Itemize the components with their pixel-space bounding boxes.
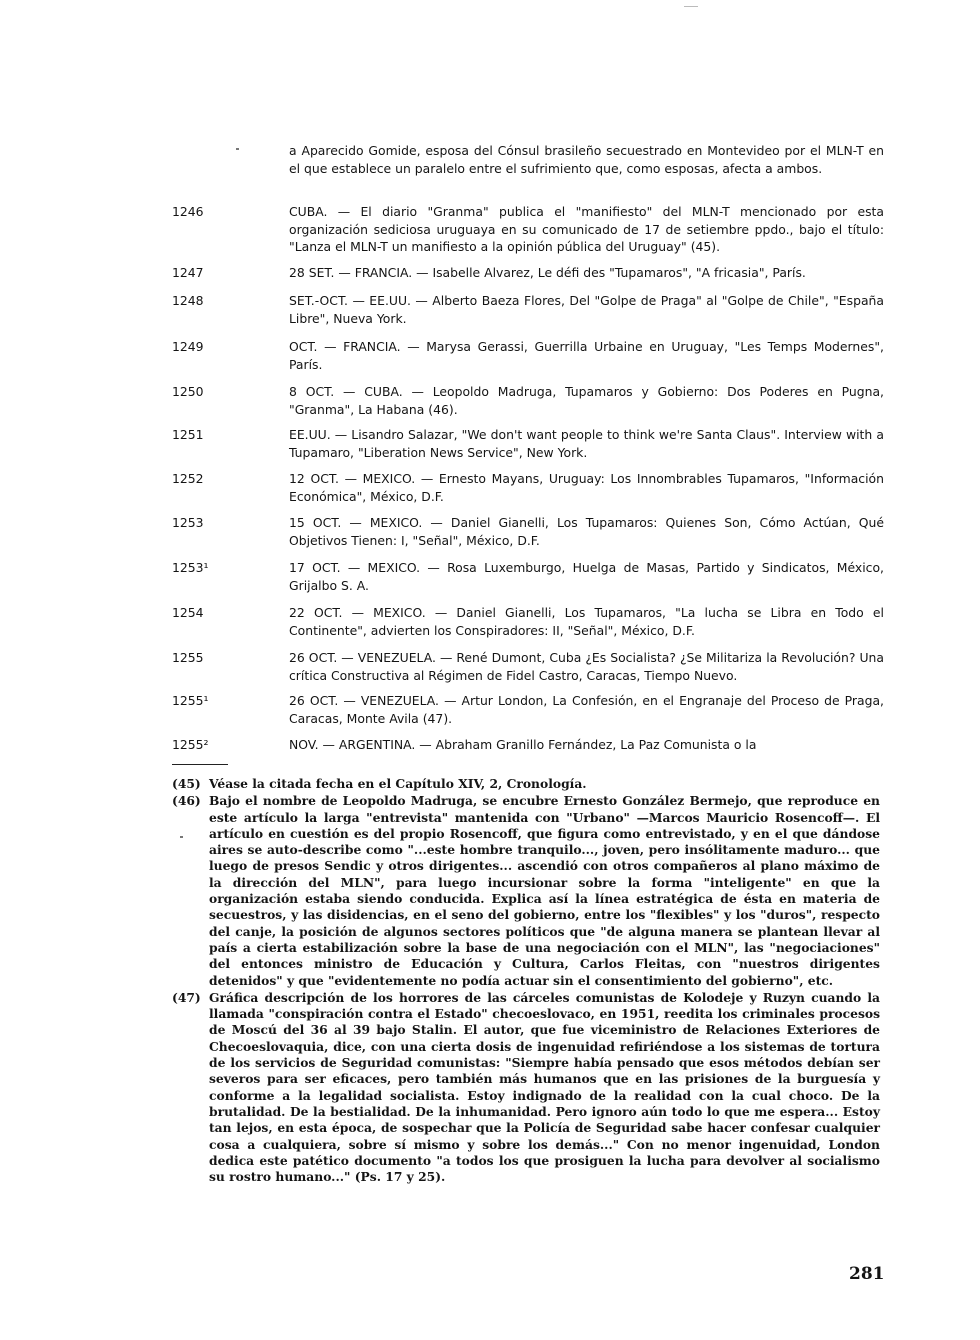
entry-text: 12 OCT. — MEXICO. — Ernesto Mayans, Uruguay: Los Innombrables Tupamaros, "Información Económica", México, D.F.: [289, 471, 884, 504]
entry-number: 1247: [172, 265, 204, 280]
entry-number: 1253¹: [172, 560, 209, 575]
footnotes: [172, 776, 880, 1186]
entry-number: 1250: [172, 384, 204, 399]
scan-speck: [684, 6, 698, 7]
entry-text: SET.-OCT. — EE.UU. — Alberto Baeza Flores, Del "Golpe de Praga" al "Golpe de Chile", "España Libre", Nueva York.: [289, 293, 884, 326]
chronology-entry: [172, 559, 884, 594]
chronology-entry: [172, 649, 884, 684]
footnote: [172, 776, 880, 792]
entry-number: 1251: [172, 427, 204, 442]
entry-number: 1252: [172, 471, 204, 486]
entry-number: 1249: [172, 339, 204, 354]
entry-number: 1246: [172, 204, 204, 219]
chronology-entry: [172, 736, 884, 754]
scan-speck: [236, 148, 239, 150]
footnote: [172, 990, 880, 1186]
entry-number: 1255: [172, 650, 204, 665]
page-number: 281: [849, 1264, 885, 1284]
footnote-number: (47): [172, 989, 201, 1005]
chronology-entry: [172, 383, 884, 418]
chronology-entry: [172, 338, 884, 373]
chronology-entry: [172, 203, 884, 256]
footnote-text: Bajo el nombre de Leopoldo Madruga, se encubre Ernesto González Bermejo, que reproduce en este artículo la larga "entrevista" mantenida con "Urbano" —Marcos Mauricio Rosencoff—. El artículo en cuestión es del propio Rosencoff, que figura como entrevistado, y en el que dándose aires se auto-describe como "...este hombre tranquilo..., joven, pero insólitamente maduro... que luego de presos Sendic y otros dirigentes... ascendió con otros compañeros al plano máximo de la dirección del MLN", para luego incursionar sobre la forma "inteligente" en que la organización estaba siendo conducida. Explica así la línea estratégica de ésta en materia de secuestros, y las disidencias, en el seno del gobierno, entre los "flexibles" y los "duros", respecto del canje, la posición de algunos sectores políticos que "de alguna manera se plantean llevar al país a cierta estabilización sobre la base de una negociación con el MLN", las "negociaciones" del entonces ministro de Educación y Cultura, Carlos Fleitas, con "nuestros dirigentes detenidos" y que "evidentemente no podía actuar sin el consentimiento del gobierno", etc.: [209, 793, 880, 988]
entry-number: 1255¹: [172, 693, 209, 708]
entry-number: 1253: [172, 515, 204, 530]
entry-text: EE.UU. — Lisandro Salazar, "We don't want people to think we're Santa Claus". Interview with a Tupamaro, "Liberation News Service", New York.: [289, 427, 884, 460]
footnote-text: Gráfica descripción de los horrores de las cárceles comunistas de Kolodeje y Ruzyn cuando la llamada "conspiración contra el Estado" checoeslovaco, en 1951, reedita los criminales procesos de Moscú del 36 al 39 bajo Stalin. El autor, que fue viceministro de Relaciones Exteriores de Checoeslovaquia, dice, con una cierta dosis de ingenuidad refiriéndose a los sistemas de tortura de los servicios de Seguridad comunistas: "Siempre había pensado que esos métodos debían ser severos para ser eficaces, pero también más humanos que en las prisiones de la burguesía y conforme a la legalidad socialista. Estoy indignado de la realidad con la cual choco. De la brutalidad. De la bestialidad. De la inhumanidad. Pero ignoro aún todo lo que me espera... Estoy tan lejos, en esta época, de sospechar que la Policía de Seguridad sabe hacer confesar cualquier cosa a cualquiera, sobre sí mismo y sobre los demás..." Con no menor ingenuidad, London dedica este patético documento "a todos los que prosiguen la lucha para devolver al socialismo su rostro humano..." (Ps. 17 y 25).: [209, 989, 880, 1185]
chronology-entry: [172, 264, 884, 282]
entry-text: NOV. — ARGENTINA. — Abraham Granillo Fernández, La Paz Comunista o la: [289, 737, 757, 752]
entry-number: 1248: [172, 293, 204, 308]
entry-text: 26 OCT. — VENEZUELA. — Artur London, La Confesión, en el Engranaje del Proceso de Praga, Caracas, Monte Avila (47).: [289, 693, 884, 726]
footnote-separator: [172, 764, 228, 765]
entry-text: 26 OCT. — VENEZUELA. — René Dumont, Cuba ¿Es Socialista? ¿Se Militariza la Revolución? Una crítica Constructiva al Régimen de Fidel Castro, Caracas, Tiempo Nuevo.: [289, 650, 884, 683]
chronology-entry: [172, 292, 884, 327]
entry-text: 28 SET. — FRANCIA. — Isabelle Alvarez, Le défi des "Tupamaros", "A fricasia", París.: [289, 265, 806, 280]
entry-text: a Aparecido Gomide, esposa del Cónsul brasileño secuestrado en Montevideo por el MLN-T en el que establece un paralelo entre el sufrimiento que, como esposas, afecta a ambos.: [289, 143, 884, 176]
chronology-entry: [172, 514, 884, 549]
chronology-entry: [172, 604, 884, 639]
footnote-number: (45): [172, 776, 201, 791]
entry-text: OCT. — FRANCIA. — Marysa Gerassi, Guerrilla Urbaine en Uruguay, "Les Temps Modernes", París.: [289, 339, 884, 372]
entry-text: 15 OCT. — MEXICO. — Daniel Gianelli, Los Tupamaros: Quienes Son, Cómo Actúan, Qué Objetivos Tienen: I, "Señal", México, D.F.: [289, 515, 884, 548]
chronology-entry: [172, 426, 884, 461]
chronology-entry: [172, 142, 884, 177]
entry-text: 8 OCT. — CUBA. — Leopoldo Madruga, Tupamaros y Gobierno: Dos Poderes en Pugna, "Granma", La Habana (46).: [289, 384, 884, 417]
scan-speck: [180, 836, 183, 838]
chronology-entry: [172, 470, 884, 505]
entry-text: 17 OCT. — MEXICO. — Rosa Luxemburgo, Huelga de Masas, Partido y Sindicatos, México, Grijalbo S. A.: [289, 560, 884, 593]
footnote-number: (46): [172, 793, 201, 809]
entry-text: 22 OCT. — MEXICO. — Daniel Gianelli, Los Tupamaros, "La lucha se Libra en Todo el Continente", advierten los Conspiradores: II, "Señal", México, D.F.: [289, 605, 884, 638]
footnote-text: Véase la citada fecha en el Capítulo XIV, 2, Cronología.: [209, 776, 587, 791]
entry-number: 1254: [172, 605, 204, 620]
entry-number: 1255²: [172, 737, 209, 752]
footnote: [172, 793, 880, 989]
entry-text: CUBA. — El diario "Granma" publica el "manifiesto" del MLN-T mencionado por esta organización sediciosa uruguaya en su comunicado de 17 de setiembre ppdo., bajo el título: "Lanza el MLN-T un manifiesto a la opinión pública del Uruguay" (45).: [289, 204, 884, 254]
chronology-entry: [172, 692, 884, 727]
